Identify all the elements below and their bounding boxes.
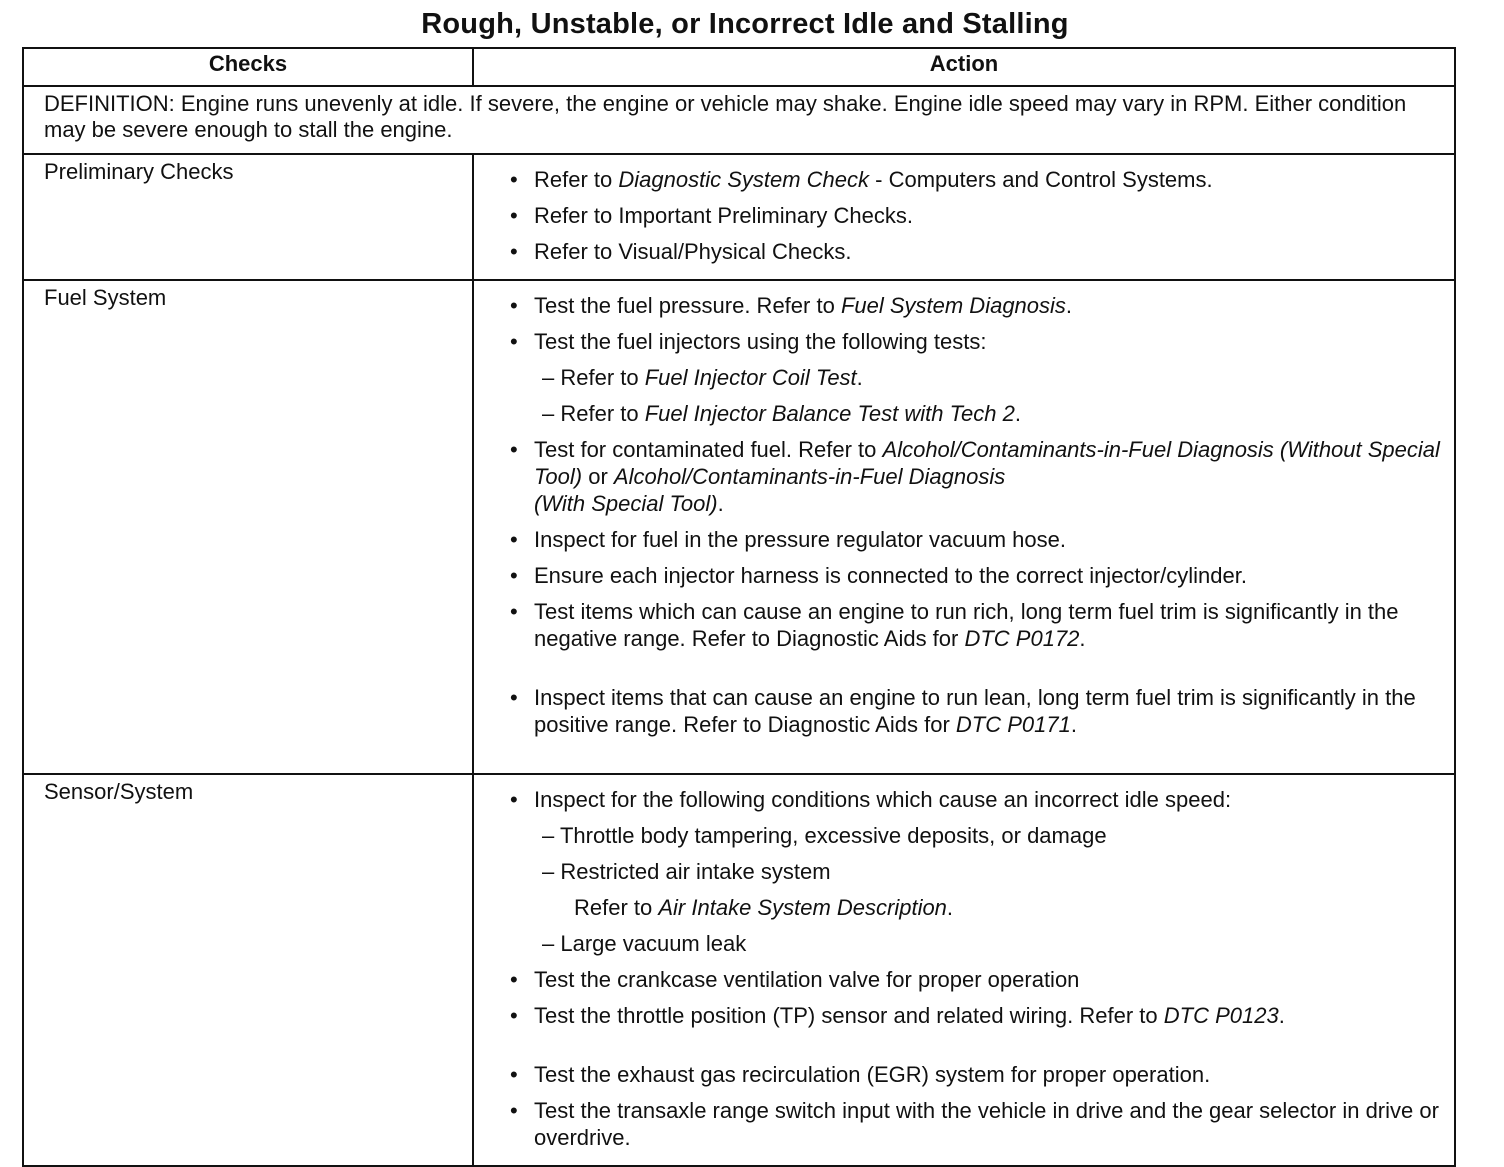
action-text: – Refer to: [542, 401, 645, 426]
action-cell: [473, 774, 1455, 1166]
action-cell: [473, 280, 1455, 774]
action-bullet: [510, 786, 1440, 813]
table-row: [23, 774, 1455, 1166]
action-subitem: [510, 400, 1440, 427]
reference-link-text: (With Special Tool): [534, 491, 718, 516]
header-row: [23, 48, 1455, 86]
action-text: – Refer to: [542, 365, 645, 390]
action-text: Refer to Important Preliminary Checks.: [534, 203, 914, 228]
table-row: [23, 280, 1455, 774]
action-subitem: [510, 364, 1440, 391]
reference-link-text: Fuel Injector Coil Test: [644, 365, 857, 390]
reference-link-text: Fuel System Diagnosis: [840, 293, 1066, 318]
reference-link-text: Air Intake System Description: [658, 895, 947, 920]
action-text: Ensure each injector harness is connected to the correct injector/cylinder.: [534, 563, 1247, 588]
action-bullet: [510, 1061, 1440, 1088]
action-text: .: [856, 365, 863, 390]
action-text: Refer to Visual/Physical Checks.: [534, 239, 852, 264]
document-title: Rough, Unstable, or Incorrect Idle and Stalling: [421, 8, 1069, 40]
action-subitem: [510, 930, 1440, 957]
action-text: Refer to: [534, 167, 619, 192]
action-text: Test the transaxle range switch input with the vehicle in drive and the gear selector in drive or overdrive.: [534, 1098, 1439, 1150]
action-text: Refer to: [574, 895, 659, 920]
reference-link-text: DTC P0172: [964, 626, 1080, 651]
action-header: Action: [473, 48, 1455, 86]
action-text: .: [1278, 1003, 1285, 1028]
action-text: Inspect for the following conditions which cause an incorrect idle speed:: [534, 787, 1232, 812]
action-bullet: [510, 562, 1440, 589]
action-bullet: [510, 328, 1440, 355]
action-text: Inspect for fuel in the pressure regulator vacuum hose.: [534, 527, 1066, 552]
action-text: Test for contaminated fuel. Refer to: [534, 437, 883, 462]
action-text: Test the crankcase ventilation valve for proper operation: [534, 967, 1080, 992]
action-bullet: [510, 436, 1440, 517]
action-text: .: [1079, 626, 1086, 651]
action-text: or: [582, 464, 614, 489]
definition-row: [23, 86, 1455, 154]
action-text: – Restricted air intake system: [542, 859, 831, 884]
action-text: Test items which can cause an engine to run rich, long term fuel trim is significantly in the negative range. Refer to Diagnostic Aids for: [534, 599, 1399, 651]
action-subitem: [510, 822, 1440, 849]
reference-link-text: DTC P0123: [1163, 1003, 1279, 1028]
reference-link-text: DTC P0171: [955, 712, 1071, 737]
action-text: Test the exhaust gas recirculation (EGR) system for proper operation.: [534, 1062, 1211, 1087]
action-bullet: [510, 238, 1440, 265]
check-category: Preliminary Checks: [23, 154, 473, 280]
action-text: Test the throttle position (TP) sensor and related wiring. Refer to: [534, 1003, 1164, 1028]
action-bullet: [510, 526, 1440, 553]
action-bullet: [510, 292, 1440, 319]
action-text: Inspect items that can cause an engine to run lean, long term fuel trim is significantly in the positive range. Refer to Diagnostic Aids for: [534, 685, 1416, 737]
action-subitem: [510, 858, 1440, 885]
reference-link-text: Alcohol/Contaminants-in-Fuel Diagnosis (Without Special Tool): [534, 437, 1440, 489]
reference-link-text: Fuel Injector Balance Test with Tech 2: [644, 401, 1015, 426]
action-bullet: [510, 166, 1440, 193]
action-bullet: [510, 966, 1440, 993]
action-text: .: [1065, 293, 1073, 318]
checks-header: Checks: [23, 48, 473, 86]
check-category: Sensor/System: [23, 774, 473, 1166]
action-text: - Computers and Control Systems.: [869, 167, 1213, 192]
action-bullet: [510, 202, 1440, 229]
action-text: Test the fuel pressure. Refer to: [534, 293, 841, 318]
action-text: .: [1070, 712, 1077, 737]
table-row: [23, 154, 1455, 280]
action-text: .: [1014, 401, 1021, 426]
reference-link-text: Diagnostic System Check: [618, 167, 870, 192]
diagnosis-table: [22, 47, 1456, 1167]
action-bullet: [510, 684, 1440, 738]
action-bullet: [510, 1097, 1440, 1151]
action-bullet: [510, 598, 1440, 652]
definition-text: DEFINITION: Engine runs unevenly at idle. If severe, the engine or vehicle may shake. Engine idle speed may vary in RPM. Either condition may be severe enough to stall the engine.: [23, 86, 1455, 154]
action-cell: [473, 154, 1455, 280]
action-text: – Throttle body tampering, excessive deposits, or damage: [542, 823, 1107, 848]
action-text: – Large vacuum leak: [542, 931, 747, 956]
action-bullet: [510, 1002, 1440, 1029]
action-subitem: [510, 894, 1440, 921]
action-text: .: [717, 491, 724, 516]
check-category: Fuel System: [23, 280, 473, 774]
action-text: Test the fuel injectors using the following tests:: [534, 329, 987, 354]
action-text: .: [946, 895, 954, 920]
reference-link-text: Alcohol/Contaminants-in-Fuel Diagnosis: [613, 464, 1006, 489]
